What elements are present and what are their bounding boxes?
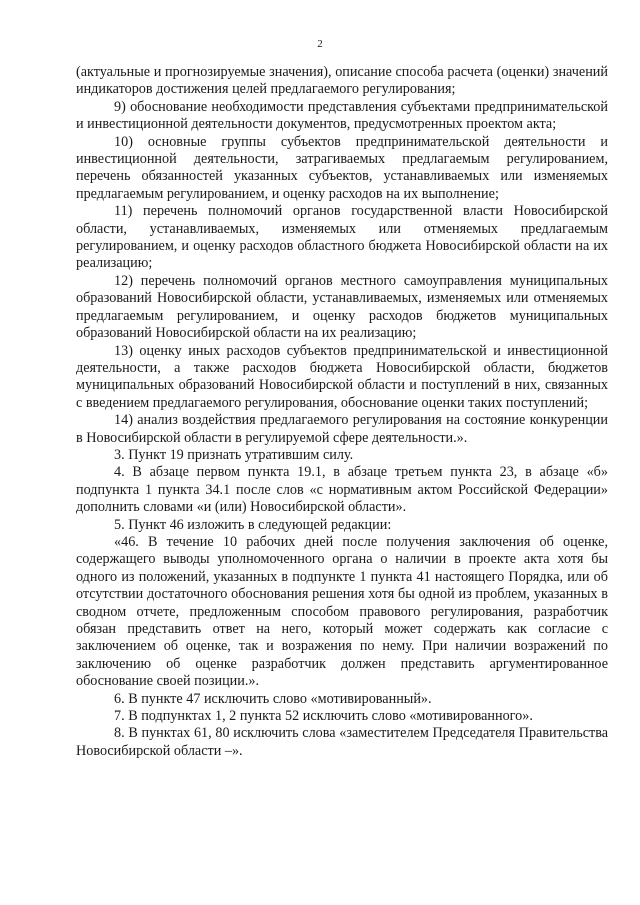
page-number: 2 — [317, 38, 323, 50]
paragraph-point-5: 5. Пункт 46 изложить в следующей редакции: — [114, 516, 392, 533]
document-body — [76, 64, 608, 760]
paragraph-item-12: 12) перечень полномочий органов местного самоуправления муниципальных образований Новосибирской области, устанавливаемых, изменяемых или отменяемых предлагаемым регулированием, и оценку расходов бюджетов муниципальных образований Новосибирской области на их реализацию; — [76, 272, 608, 342]
paragraph-point-46-text: «46. В течение 10 рабочих дней после получения заключения об оценке, содержащего выводы уполномоченного органа о наличии в проекте акта хотя бы одного из положений, указанных в подпункте 1 пункта 41 настоящего Порядка, или об отсутствии достаточного обоснования решения хотя бы одной из проблем, указанных в сводном отчете, предложенным способом правового регулирования, разработчик обязан представить ответ на него, который может содержать как согласие с заключением об оценке, так и возражения по нему. При наличии возражений по заключению об оценке разработчик должен представить аргументированное обоснование своей позиции.». — [76, 533, 608, 690]
paragraph-item-10: 10) основные группы субъектов предпринимательской деятельности и инвестиционной деятельности, затрагиваемых предлагаемым регулированием, перечень обязанностей указанных субъектов, устанавливаемых или изменяемых предлагаемым регулированием, и оценку расходов на их выполнение; — [76, 133, 608, 202]
paragraph-point-3: 3. Пункт 19 признать утратившим силу. — [114, 446, 354, 463]
paragraph-point-4: 4. В абзаце первом пункта 19.1, в абзаце третьем пункта 23, в абзаце «б» подпункта 1 пункта 34.1 после слов «с нормативным актом Российской Федерации» дополнить словами «и (или) Новосибирской области». — [76, 464, 608, 516]
paragraph-item-11: 11) перечень полномочий органов государственной власти Новосибирской области, устанавливаемых, изменяемых или отменяемых предлагаемым регулированием, и оценку расходов областного бюджета Новосибирской области на их реализацию; — [76, 203, 608, 272]
paragraph-point-7: 7. В подпунктах 1, 2 пункта 52 исключить слово «мотивированного». — [114, 708, 533, 725]
paragraph-item-14: 14) анализ воздействия предлагаемого регулирования на состояние конкуренции в Новосибирской области в регулируемой сфере деятельности.». — [76, 412, 608, 446]
paragraph-item-13: 13) оценку иных расходов субъектов предпринимательской и инвестиционной деятельности, а также расходов бюджета Новосибирской области, бюджетов муниципальных образований Новосибирской области и поступлений в них, связанных с введением предлагаемого регулирования, обоснование оценки таких поступлений; — [76, 342, 608, 411]
paragraph-continuation: (актуальные и прогнозируемые значения), описание способа расчета (оценки) значений индикаторов достижения целей предлагаемого регулирования; — [76, 64, 608, 98]
paragraph-item-9: 9) обоснование необходимости представления субъектами предпринимательской и инвестиционной деятельности документов, предусмотренных проектом акта; — [76, 98, 608, 133]
paragraph-point-8: 8. В пунктах 61, 80 исключить слова «заместителем Председателя Правительства Новосибирской области –». — [76, 725, 608, 759]
paragraph-point-6: 6. В пункте 47 исключить слово «мотивированный». — [114, 690, 432, 707]
